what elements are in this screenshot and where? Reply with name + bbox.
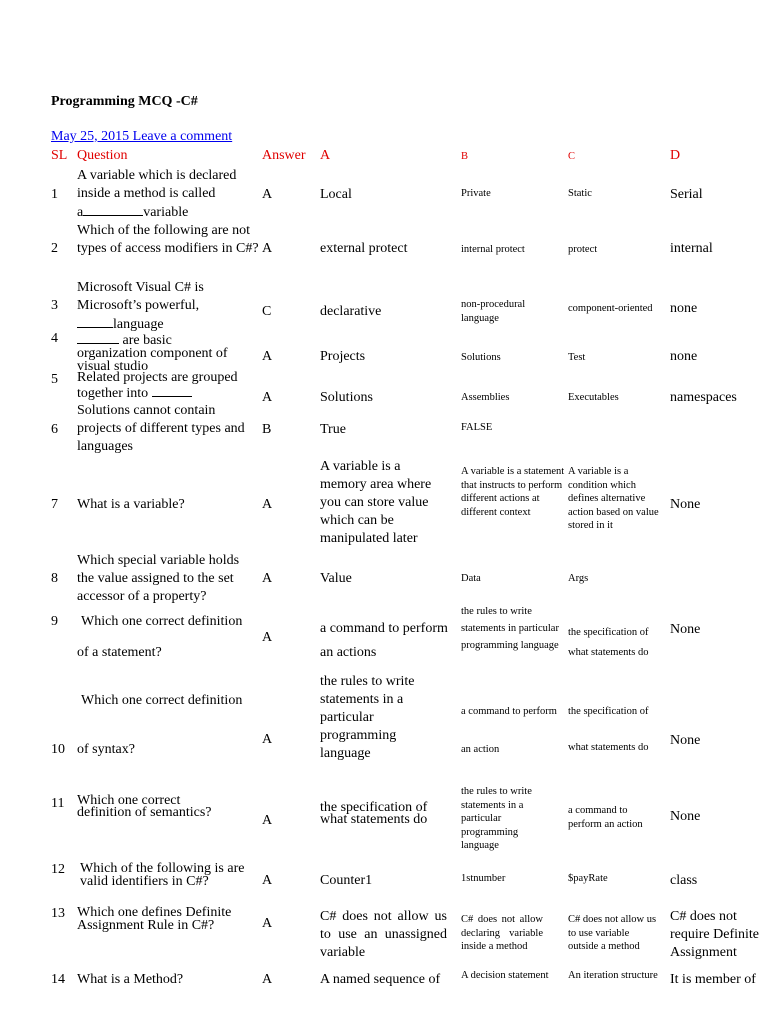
option-b — [461, 785, 541, 853]
option-b: Data — [461, 573, 481, 584]
option-c: An iteration structure — [568, 970, 658, 981]
question-text: Which one correct definition of semantics? — [77, 793, 212, 820]
header-c: C — [568, 151, 576, 162]
option-a: Projects — [320, 349, 366, 364]
option-b: 1stnumber — [461, 873, 506, 884]
option-c: protect — [568, 244, 598, 255]
blank-line — [77, 315, 113, 328]
answer-key: A — [262, 916, 273, 931]
option-a: an actions — [320, 645, 377, 660]
option-d: C# does not require Definite Assignment — [670, 909, 760, 960]
option-a: A named sequence of — [320, 972, 441, 987]
blank-line — [152, 384, 192, 397]
option-b: A variable is a statement that instructs to perform different actions at different context — [461, 466, 565, 518]
question-text — [77, 167, 259, 222]
blank-line — [83, 203, 143, 216]
option-b: FALSE — [461, 422, 493, 433]
post-meta-link[interactable]: May 25, 2015 Leave a comment — [51, 129, 233, 144]
question-text: What is a variable? — [77, 497, 185, 512]
option-b: Private — [461, 188, 491, 199]
answer-key: A — [262, 813, 273, 828]
page-title: Programming MCQ -C# — [51, 94, 198, 109]
answer-key: A — [262, 732, 273, 747]
option-d: none — [670, 301, 698, 316]
question-part: variable — [143, 205, 189, 220]
question-text — [77, 331, 259, 373]
option-a: a command to perform — [320, 621, 448, 636]
question-part: Related projects are grouped — [77, 370, 238, 385]
row-number: 11 — [51, 796, 65, 811]
option-c: A variable is a condition which defines alternative action based on value stored in it — [568, 466, 659, 531]
option-d: None — [670, 809, 701, 824]
option-c: component-oriented — [568, 303, 653, 314]
question-part: together into — [77, 386, 149, 401]
option-b: internal protect — [461, 244, 525, 255]
question-text: Which one correct definition — [81, 614, 243, 629]
option-a: C# does not allow us to use an unassigned variable — [320, 909, 447, 960]
row-number: 12 — [51, 862, 65, 877]
answer-key: A — [262, 390, 273, 405]
option-a: Counter1 — [320, 873, 373, 888]
option-b: Solutions — [461, 352, 501, 363]
option-d: None — [670, 622, 701, 637]
option-a: external protect — [320, 241, 408, 256]
option-a: A variable is a memory area where you can store value which can be manipulated later — [320, 459, 432, 546]
option-d: It is member of — [670, 972, 756, 987]
option-c: a command to perform an action — [568, 805, 643, 830]
option-a: Value — [320, 571, 352, 586]
option-d: namespaces — [670, 390, 737, 405]
row-number: 10 — [51, 742, 65, 757]
row-number: 6 — [51, 422, 58, 437]
blank-line — [77, 331, 119, 344]
header-answer: Answer — [262, 148, 306, 163]
option-c: what statements do — [568, 742, 649, 753]
answer-key: A — [262, 497, 273, 512]
option-a: the rules to write statements in a particular programming language — [320, 674, 415, 761]
question-text — [77, 372, 259, 400]
answer-key: A — [262, 873, 273, 888]
question-text: Which special variable holds the value assigned to the set accessor of a property? — [77, 553, 240, 604]
option-c: $payRate — [568, 873, 608, 884]
option-c: Test — [568, 352, 586, 363]
question-text: Solutions cannot contain projects of different types and languages — [77, 403, 245, 454]
question-text: Which one correct definition — [81, 693, 243, 708]
answer-key: A — [262, 972, 273, 987]
question-text: of a statement? — [77, 645, 162, 660]
row-number: 5 — [51, 372, 58, 387]
option-b: the rules to write statements in particular programming language — [461, 606, 559, 651]
option-a: Local — [320, 187, 352, 202]
option-c: Static — [568, 188, 592, 199]
row-number: 4 — [51, 331, 58, 346]
answer-key: A — [262, 630, 273, 645]
option-b: A decision statement — [461, 970, 549, 981]
option-d: class — [670, 873, 698, 888]
option-a: True — [320, 422, 346, 437]
header-question: Question — [77, 148, 128, 163]
option-d: none — [670, 349, 698, 364]
option-a: Solutions — [320, 390, 373, 405]
question-text: of syntax? — [77, 742, 135, 757]
question-text — [77, 279, 227, 334]
option-b: Assemblies — [461, 392, 510, 403]
answer-key: A — [262, 241, 273, 256]
option-b-text: the rules to write statements in a particular programming language — [461, 786, 532, 851]
question-part: are basic — [122, 333, 172, 348]
option-d: None — [670, 497, 701, 512]
option-b: an action — [461, 744, 500, 755]
question-part: A variable which is declared inside a method is called — [77, 168, 237, 201]
row-number: 8 — [51, 571, 58, 586]
question-text: What is a Method? — [77, 972, 184, 987]
option-b: non-procedural language — [461, 299, 526, 324]
option-c: Executables — [568, 392, 619, 403]
option-c: C# does not allow us to use variable outside a method — [568, 914, 657, 952]
question-text: Which of the following are not types of access modifiers in C#? — [77, 223, 259, 256]
header-a: A — [320, 148, 331, 163]
row-number: 13 — [51, 906, 65, 921]
answer-key: A — [262, 349, 273, 364]
question-text: Which one defines Definite Assignment Rule in C#? — [77, 905, 232, 933]
option-b: C# does not allow declaring variable inside a method — [461, 914, 543, 952]
option-a: the specification of what statements do — [320, 800, 428, 827]
option-b: a command to perform — [461, 706, 557, 717]
row-number: 3 — [51, 298, 58, 313]
header-sl: SL — [51, 148, 68, 163]
row-number: 7 — [51, 497, 58, 512]
question-part: Microsoft Visual C# is Microsoft’s powerful, — [77, 280, 204, 313]
option-d: None — [670, 733, 701, 748]
option-d: Serial — [670, 187, 703, 202]
question-part: language — [113, 317, 164, 332]
header-d: D — [670, 148, 681, 163]
option-c: the specification of what statements do — [568, 627, 649, 658]
row-number: 14 — [51, 972, 65, 987]
row-number: 1 — [51, 187, 58, 202]
row-number: 2 — [51, 241, 58, 256]
row-number: 9 — [51, 614, 58, 629]
header-b: B — [461, 151, 469, 162]
option-a: declarative — [320, 304, 382, 319]
question-text: Which of the following is are valid identifiers in C#? — [80, 861, 245, 889]
question-part: a — [77, 205, 84, 220]
option-c: Args — [568, 573, 589, 584]
answer-key: B — [262, 422, 272, 437]
answer-key: A — [262, 187, 273, 202]
answer-key: A — [262, 571, 273, 586]
option-d: internal — [670, 241, 713, 256]
answer-key: C — [262, 304, 272, 319]
question-part: organization component of visual studio — [77, 346, 228, 374]
option-c: the specification of — [568, 706, 649, 717]
